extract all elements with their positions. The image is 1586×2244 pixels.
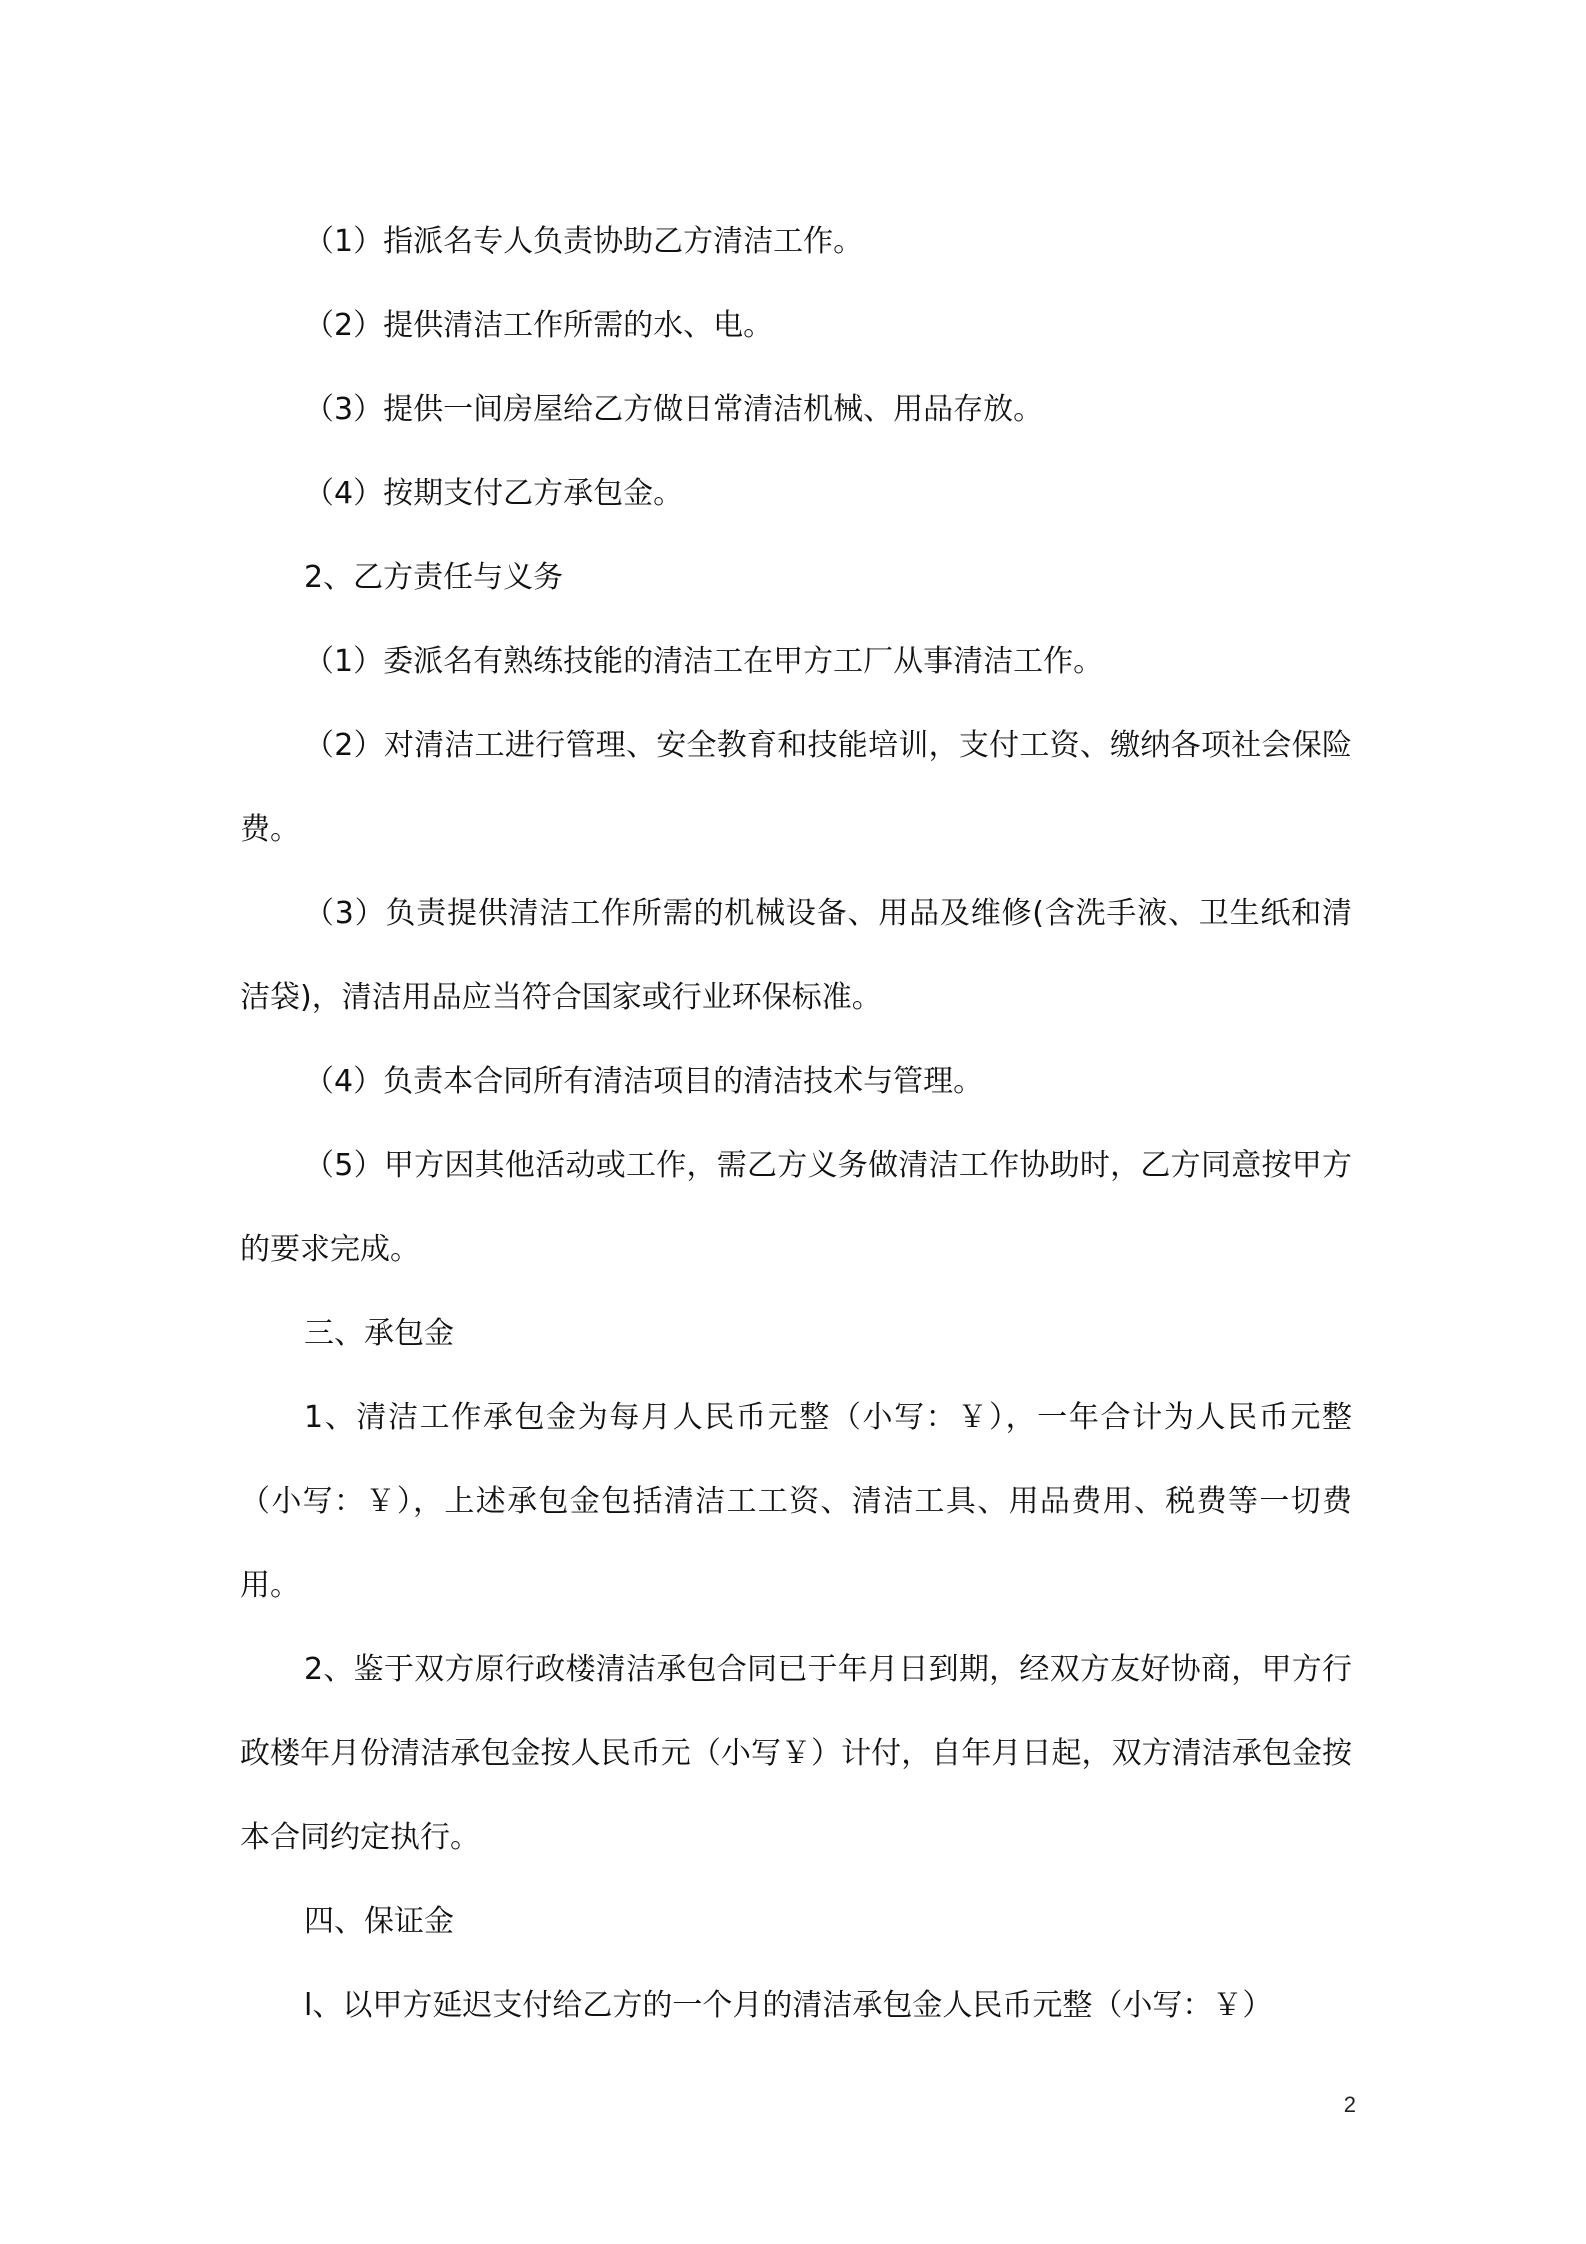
paragraph: （5）甲方因其他活动或工作，需乙方义务做清洁工作协助时，乙方同意按甲方的要求完成。 xyxy=(240,1148,1352,1267)
paragraph: （1）委派名有熟练技能的清洁工在甲方工厂从事清洁工作。 xyxy=(304,644,1104,679)
paragraph: （2）提供清洁工作所需的水、电。 xyxy=(304,308,774,343)
document-body xyxy=(240,200,1352,2048)
section-heading: 四、保证金 xyxy=(304,1904,454,1939)
paragraph: （1）指派名专人负责协助乙方清洁工作。 xyxy=(304,224,864,259)
page-number: 2 xyxy=(1343,2092,1356,2117)
paragraph: 1、清洁工作承包金为每月人民币元整（小写：￥），一年合计为人民币元整（小写：￥），上述承包金包括清洁工工资、清洁工具、用品费用、税费等一切费用。 xyxy=(240,1400,1352,1603)
section-heading: 2、乙方责任与义务 xyxy=(304,560,564,595)
paragraph: （4）负责本合同所有清洁项目的清洁技术与管理。 xyxy=(304,1064,984,1099)
paragraph: （4）按期支付乙方承包金。 xyxy=(304,476,684,511)
section-heading: 三、承包金 xyxy=(304,1316,454,1351)
paragraph: （3）负责提供清洁工作所需的机械设备、用品及维修(含洗手液、卫生纸和清洁袋)，清洁用品应当符合国家或行业环保标准。 xyxy=(240,896,1352,1015)
paragraph: （3）提供一间房屋给乙方做日常清洁机械、用品存放。 xyxy=(304,392,1044,427)
paragraph: （2）对清洁工进行管理、安全教育和技能培训，支付工资、缴纳各项社会保险费。 xyxy=(240,728,1352,847)
paragraph: l、以甲方延迟支付给乙方的一个月的清洁承包金人民币元整（小写：￥） xyxy=(304,1988,1273,2023)
paragraph: 2、鉴于双方原行政楼清洁承包合同已于年月日到期，经双方友好协商，甲方行政楼年月份清洁承包金按人民币元（小写￥）计付，自年月日起，双方清洁承包金按本合同约定执行。 xyxy=(240,1652,1352,1855)
